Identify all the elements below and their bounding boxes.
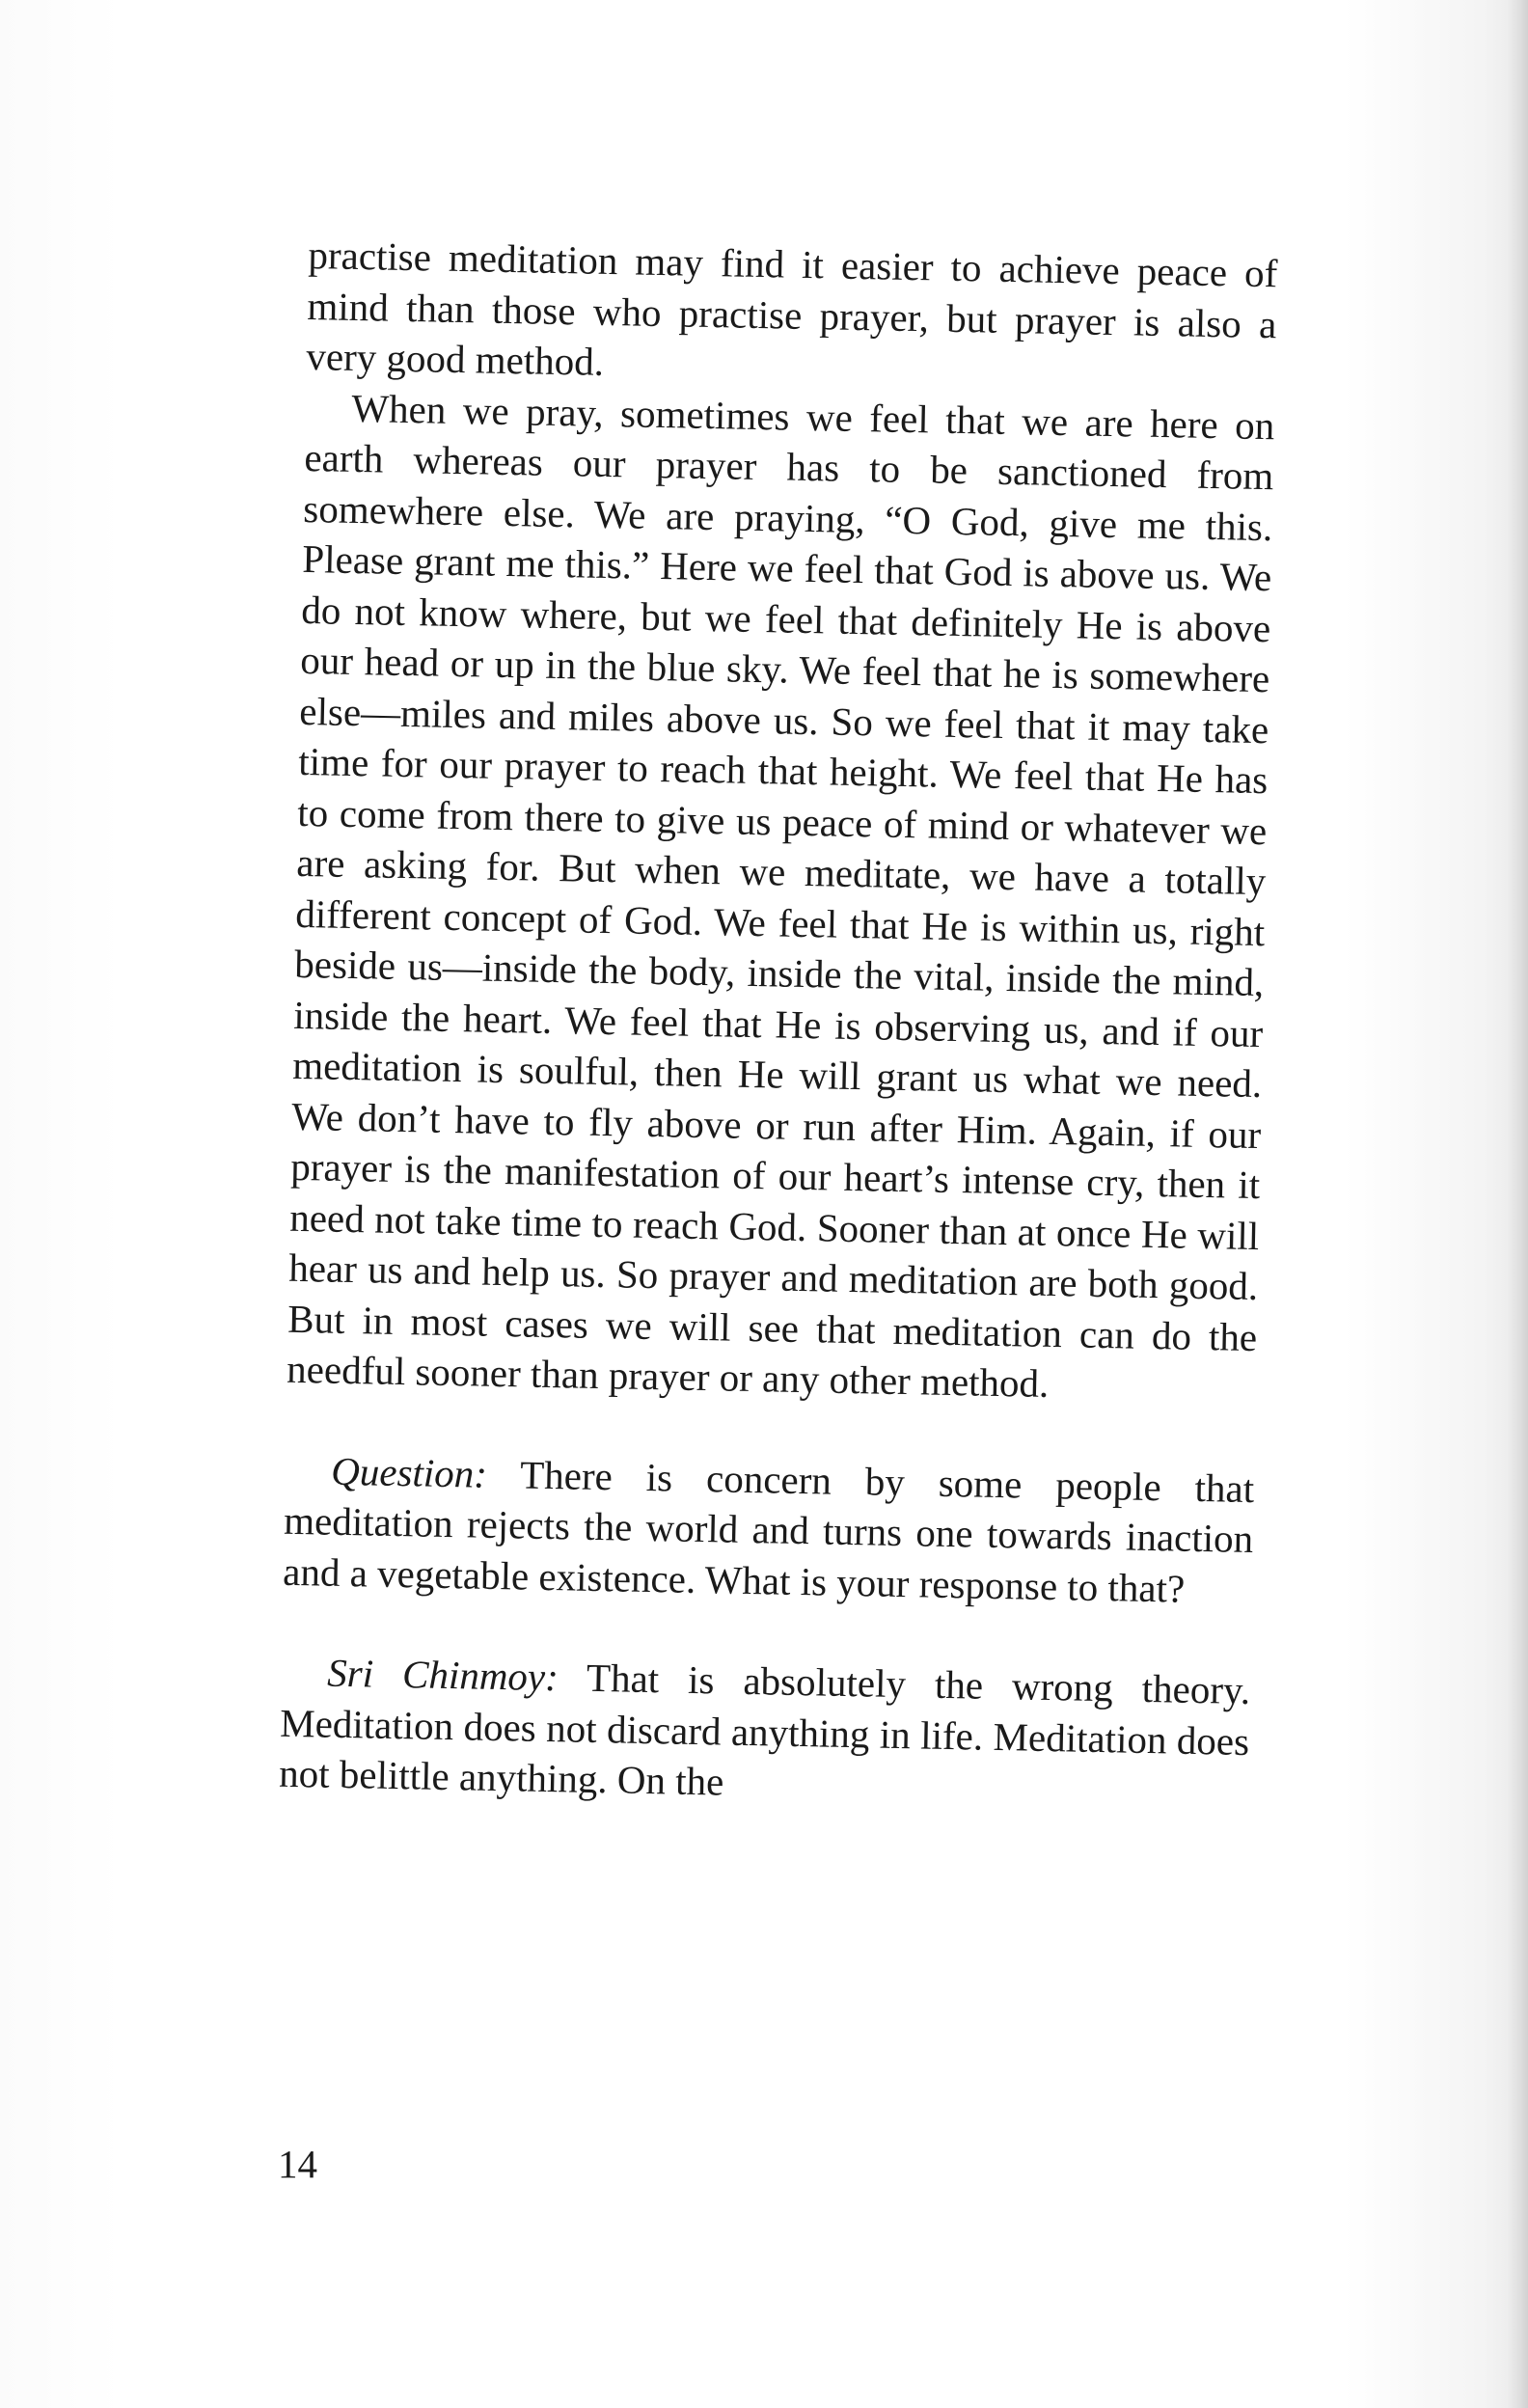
paragraph-continuation: practise meditation may find it easier to achieve peace of mind than those who practise prayer, but prayer is also a very good method.: [306, 232, 1278, 384]
paragraph-prayer-meditation: When we pray, sometimes we feel that we are here on earth whereas our prayer has to be sanctioned from somewhere else. We are praying, “O God, give me this. Please grant me this.” Here we feel that God is above us. We do not know where, but we feel that definitely He is above our head or up in the blue sky. We feel that he is somewhere else—miles and miles above us. So we feel that it may take time for our prayer to reach that height. We feel that He has to come from there to give us peace of mind or whatever we are asking for. But when we meditate, we have a totally different concept of God. We feel that He is within us, right beside us—inside the body, inside the vital, inside the mind, inside the heart. We feel that He is observing us, and if our meditation is soulful, then He will grant us what we need. We don’t have to fly above or run after Him. Again, if our prayer is the manifestation of our heart’s intense cry, then it need not take time to reach God. Sooner than at once He will hear us and help us. So prayer and meditation are both good. But in most cases we will see that meditation can do the needful sooner than prayer or any other method.: [286, 385, 1275, 1406]
body-text: [279, 230, 1278, 1817]
question-paragraph: [283, 1444, 1255, 1615]
page-number: 14: [278, 2142, 317, 2186]
page-edge-shadow: [1507, 0, 1528, 2408]
answer-label: Sri Chinmoy:: [326, 1650, 559, 1700]
answer-paragraph: [279, 1647, 1251, 1818]
question-label: Question:: [330, 1448, 488, 1496]
answer-text: That is absolutely the wrong theory. Meditation does not discard anything in life. Meditation does not belittle anything. On the: [278, 1655, 1251, 1804]
question-text: There is concern by some people that meditation rejects the world and turns one towards inaction and a vegetable existence. What is your response to that?: [282, 1451, 1255, 1611]
